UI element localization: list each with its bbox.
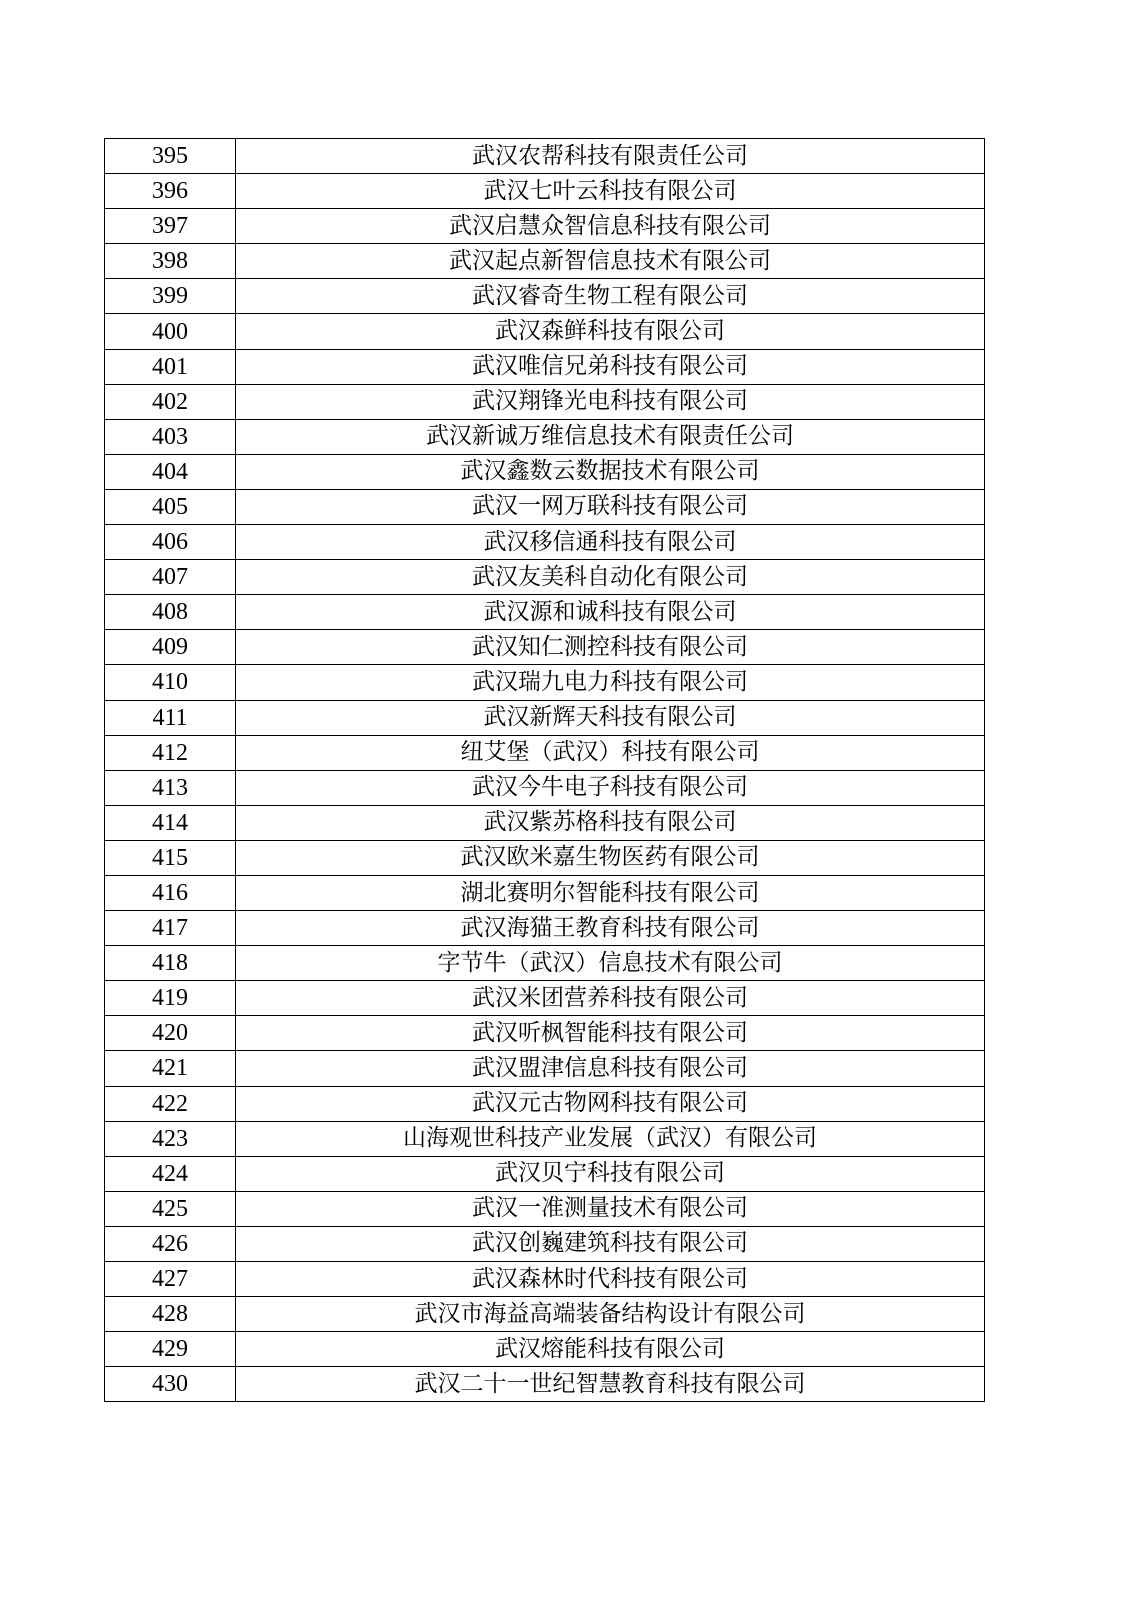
table-row (105, 454, 985, 489)
company-name-cell: 纽艾堡（武汉）科技有限公司 (236, 735, 985, 770)
row-number-cell: 416 (105, 875, 236, 910)
company-name-cell: 武汉源和诚科技有限公司 (236, 595, 985, 630)
table-row (105, 279, 985, 314)
table-body (105, 139, 985, 1402)
company-name-cell: 武汉一网万联科技有限公司 (236, 489, 985, 524)
company-name-cell: 武汉起点新智信息技术有限公司 (236, 244, 985, 279)
company-name-cell: 武汉听枫智能科技有限公司 (236, 1016, 985, 1051)
row-number-cell: 412 (105, 735, 236, 770)
table-row (105, 560, 985, 595)
row-number-cell: 397 (105, 209, 236, 244)
table-row (105, 840, 985, 875)
row-number-cell: 423 (105, 1121, 236, 1156)
row-number-cell: 429 (105, 1332, 236, 1367)
company-name-cell: 武汉七叶云科技有限公司 (236, 174, 985, 209)
table-row (105, 665, 985, 700)
row-number-cell: 430 (105, 1367, 236, 1402)
table-row (105, 174, 985, 209)
company-name-cell: 武汉二十一世纪智慧教育科技有限公司 (236, 1367, 985, 1402)
company-name-cell: 武汉启慧众智信息科技有限公司 (236, 209, 985, 244)
company-name-cell: 武汉翔锋光电科技有限公司 (236, 384, 985, 419)
table-row (105, 875, 985, 910)
table-row (105, 314, 985, 349)
company-name-cell: 武汉唯信兄弟科技有限公司 (236, 349, 985, 384)
table-row (105, 384, 985, 419)
table-row (105, 1191, 985, 1226)
table-row (105, 419, 985, 454)
row-number-cell: 426 (105, 1226, 236, 1261)
table-row (105, 770, 985, 805)
row-number-cell: 402 (105, 384, 236, 419)
company-name-cell: 武汉盟津信息科技有限公司 (236, 1051, 985, 1086)
company-name-cell: 武汉欧米嘉生物医药有限公司 (236, 840, 985, 875)
row-number-cell: 428 (105, 1297, 236, 1332)
row-number-cell: 408 (105, 595, 236, 630)
company-name-cell: 湖北赛明尔智能科技有限公司 (236, 875, 985, 910)
table-row (105, 349, 985, 384)
row-number-cell: 418 (105, 946, 236, 981)
row-number-cell: 403 (105, 419, 236, 454)
table-row (105, 1051, 985, 1086)
table-row (105, 911, 985, 946)
table-row (105, 1121, 985, 1156)
table-row (105, 805, 985, 840)
table-row (105, 630, 985, 665)
company-name-cell: 武汉新诚万维信息技术有限责任公司 (236, 419, 985, 454)
row-number-cell: 415 (105, 840, 236, 875)
company-name-cell: 武汉森林时代科技有限公司 (236, 1262, 985, 1297)
row-number-cell: 420 (105, 1016, 236, 1051)
company-name-cell: 武汉瑞九电力科技有限公司 (236, 665, 985, 700)
company-name-cell: 武汉海猫王教育科技有限公司 (236, 911, 985, 946)
company-name-cell: 武汉紫苏格科技有限公司 (236, 805, 985, 840)
company-name-cell: 武汉元古物网科技有限公司 (236, 1086, 985, 1121)
table-row (105, 946, 985, 981)
table-row (105, 1226, 985, 1261)
table-row (105, 1367, 985, 1402)
company-name-cell: 武汉森鲜科技有限公司 (236, 314, 985, 349)
company-name-cell: 武汉友美科自动化有限公司 (236, 560, 985, 595)
row-number-cell: 421 (105, 1051, 236, 1086)
company-name-cell: 武汉一准测量技术有限公司 (236, 1191, 985, 1226)
table-row (105, 525, 985, 560)
table-row (105, 1332, 985, 1367)
row-number-cell: 398 (105, 244, 236, 279)
row-number-cell: 410 (105, 665, 236, 700)
company-name-cell: 武汉今牛电子科技有限公司 (236, 770, 985, 805)
row-number-cell: 399 (105, 279, 236, 314)
row-number-cell: 419 (105, 981, 236, 1016)
table-row (105, 1262, 985, 1297)
row-number-cell: 425 (105, 1191, 236, 1226)
company-name-cell: 武汉知仁测控科技有限公司 (236, 630, 985, 665)
table-row (105, 595, 985, 630)
row-number-cell: 411 (105, 700, 236, 735)
company-list-table (104, 138, 985, 1402)
table-row (105, 1016, 985, 1051)
row-number-cell: 424 (105, 1156, 236, 1191)
table-row (105, 981, 985, 1016)
row-number-cell: 407 (105, 560, 236, 595)
company-name-cell: 武汉熔能科技有限公司 (236, 1332, 985, 1367)
row-number-cell: 405 (105, 489, 236, 524)
company-name-cell: 山海观世科技产业发展（武汉）有限公司 (236, 1121, 985, 1156)
row-number-cell: 395 (105, 139, 236, 174)
company-name-cell: 武汉移信通科技有限公司 (236, 525, 985, 560)
row-number-cell: 406 (105, 525, 236, 560)
row-number-cell: 422 (105, 1086, 236, 1121)
company-list-table-container (104, 138, 984, 1402)
company-name-cell: 武汉睿奇生物工程有限公司 (236, 279, 985, 314)
company-name-cell: 武汉新辉天科技有限公司 (236, 700, 985, 735)
table-row (105, 1297, 985, 1332)
row-number-cell: 404 (105, 454, 236, 489)
table-row (105, 489, 985, 524)
row-number-cell: 427 (105, 1262, 236, 1297)
table-row (105, 1086, 985, 1121)
row-number-cell: 396 (105, 174, 236, 209)
table-row (105, 209, 985, 244)
table-row (105, 244, 985, 279)
row-number-cell: 413 (105, 770, 236, 805)
row-number-cell: 417 (105, 911, 236, 946)
row-number-cell: 409 (105, 630, 236, 665)
company-name-cell: 武汉米团营养科技有限公司 (236, 981, 985, 1016)
row-number-cell: 400 (105, 314, 236, 349)
row-number-cell: 401 (105, 349, 236, 384)
company-name-cell: 武汉农帮科技有限责任公司 (236, 139, 985, 174)
company-name-cell: 武汉贝宁科技有限公司 (236, 1156, 985, 1191)
company-name-cell: 武汉市海益高端装备结构设计有限公司 (236, 1297, 985, 1332)
table-row (105, 700, 985, 735)
table-row (105, 735, 985, 770)
row-number-cell: 414 (105, 805, 236, 840)
company-name-cell: 武汉鑫数云数据技术有限公司 (236, 454, 985, 489)
company-name-cell: 字节牛（武汉）信息技术有限公司 (236, 946, 985, 981)
company-name-cell: 武汉创巍建筑科技有限公司 (236, 1226, 985, 1261)
table-row (105, 139, 985, 174)
table-row (105, 1156, 985, 1191)
